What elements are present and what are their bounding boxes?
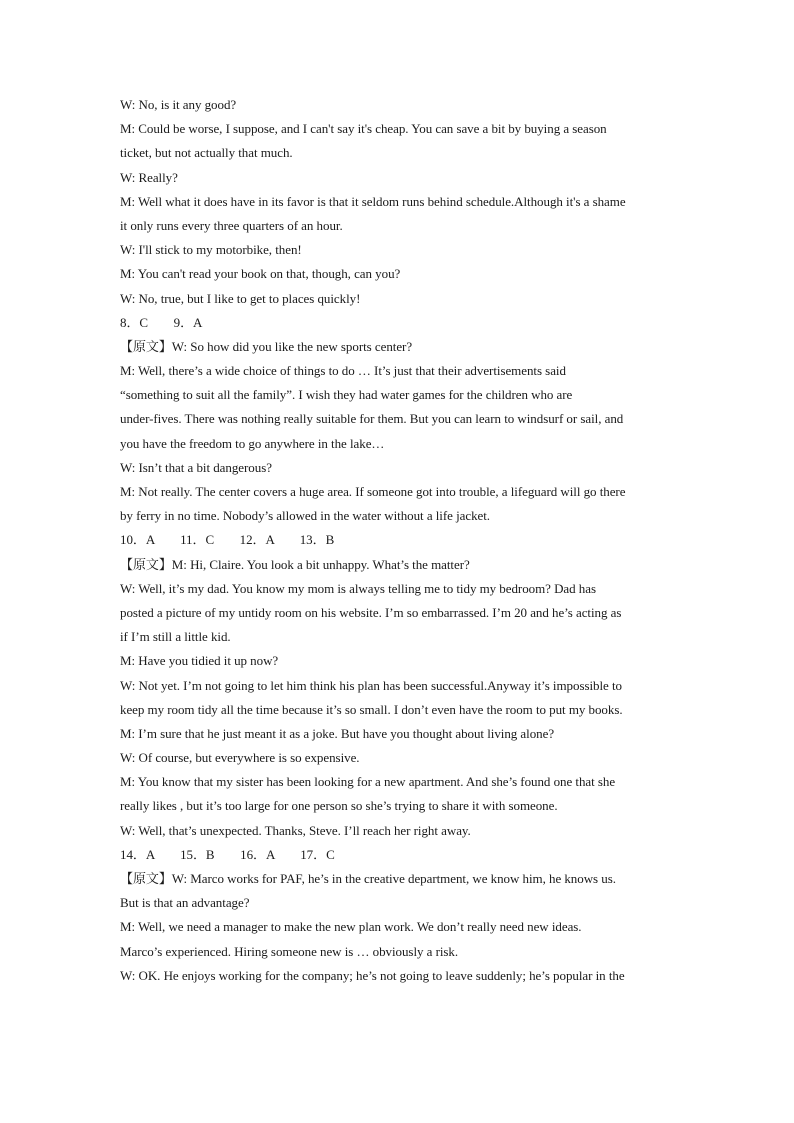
text-line: it only runs every three quarters of an hour. <box>120 217 343 233</box>
text-line: M: Could be worse, I suppose, and I can't say it's cheap. You can save a bit by buying a season <box>120 121 607 137</box>
text-line: posted a picture of my untidy room on his website. I’m so embarrassed. I’m 20 and he’s acting as <box>120 604 622 620</box>
answer-line: 8．C 9．A <box>120 314 203 330</box>
text-line: if I’m still a little kid. <box>120 629 231 645</box>
answer-line: 14．A 15．B 16．A 17．C <box>120 846 335 862</box>
transcript-heading-line: 【原文】W: So how did you like the new sports center? <box>120 338 413 354</box>
text-line: W: Not yet. I’m not going to let him think his plan has been successful.Anyway it’s impossible to <box>120 677 622 693</box>
text-line: M: You know that my sister has been looking for a new apartment. And she’s found one that she <box>120 774 616 790</box>
transcript-heading-line: 【原文】W: Marco works for PAF, he’s in the creative department, we know him, he knows us. <box>120 871 616 886</box>
text-line: M: Well, we need a manager to make the new plan work. We don’t really need new ideas. <box>120 919 582 935</box>
text-line: M: Have you tidied it up now? <box>120 653 279 669</box>
transcript-heading-line: 【原文】M: Hi, Claire. You look a bit unhappy. What’s the matter? <box>120 556 470 572</box>
text-line: M: Not really. The center covers a huge area. If someone got into trouble, a lifeguard will go there <box>120 484 626 499</box>
text-line: W: Isn’t that a bit dangerous? <box>120 459 272 475</box>
text-line: W: Really? <box>120 169 178 185</box>
text-line: M: You can't read your book on that, though, can you? <box>120 266 401 282</box>
text-line: W: No, true, but I like to get to places quickly! <box>120 290 361 306</box>
text-line: by ferry in no time. Nobody’s allowed in the water without a life jacket. <box>120 508 490 524</box>
text-line: really likes , but it’s too large for one person so she’s trying to share it with someone. <box>120 798 558 814</box>
text-line: M: Well, there’s a wide choice of things to do … It’s just that their advertisements said <box>120 363 566 379</box>
text-line: you have the freedom to go anywhere in the lake… <box>120 435 385 451</box>
answer-line: 10．A 11．C 12．A 13．B <box>120 532 335 548</box>
transcript-body <box>120 93 676 988</box>
text-line: M: I’m sure that he just meant it as a joke. But have you thought about living alone? <box>120 725 555 741</box>
text-line: W: OK. He enjoys working for the company; he’s not going to leave suddenly; he’s popular in the <box>120 967 625 983</box>
text-line: W: Of course, but everywhere is so expensive. <box>120 750 360 766</box>
text-line: ticket, but not actually that much. <box>120 145 293 161</box>
text-line: But is that an advantage? <box>120 895 250 911</box>
text-line: “something to suit all the family”. I wish they had water games for the children who are <box>120 387 573 403</box>
text-line: W: Well, it’s my dad. You know my mom is always telling me to tidy my bedroom? Dad has <box>120 580 596 596</box>
text-line: keep my room tidy all the time because it’s so small. I don’t even have the room to put my books. <box>120 701 623 717</box>
text-line: under-fives. There was nothing really suitable for them. But you can learn to windsurf or sail, and <box>120 411 624 427</box>
text-line: W: No, is it any good? <box>120 97 237 112</box>
text-line: Marco’s experienced. Hiring someone new is … obviously a risk. <box>120 943 459 959</box>
text-line: M: Well what it does have in its favor is that it seldom runs behind schedule.Although it's a shame <box>120 193 626 209</box>
text-line: W: I'll stick to my motorbike, then! <box>120 242 302 258</box>
text-line: W: Well, that’s unexpected. Thanks, Steve. I’ll reach her right away. <box>120 822 471 838</box>
